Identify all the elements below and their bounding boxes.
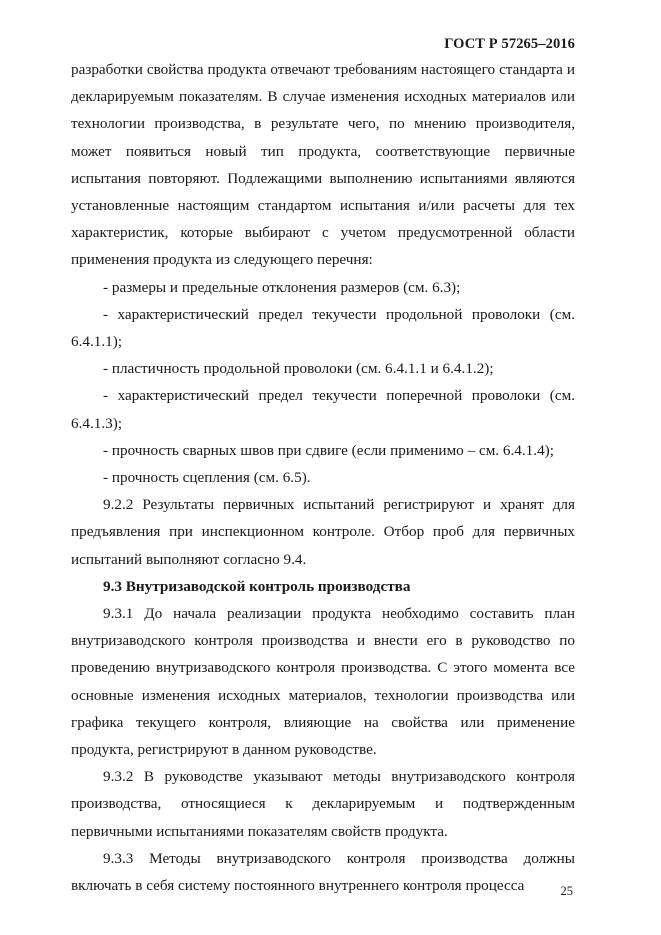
list-item-longitudinal-ductility: - пластичность продольной проволоки (см. 6.4.1.1 и 6.4.1.2); xyxy=(103,360,494,378)
document-body xyxy=(71,56,575,899)
paragraph-9-3-1: 9.3.1 До начала реализации продукта необходимо составить план внутризаводского контроля производства и внести его в руководство по проведению внутризаводского контроля производства. С этого момента все основные изменения исходных материалов, технологии производства или графика текущего контроля, влияющие на свойства или применение продукта, регистрируют в данном руководстве. xyxy=(71,605,575,759)
list-item-transverse-yield: - характеристический предел текучести поперечной проволоки (см. 6.4.1.3); xyxy=(71,387,575,432)
paragraph-9-3-3: 9.3.3 Методы внутризаводского контроля производства должны включать в себя систему постоянного внутреннего контроля процесса xyxy=(71,849,575,895)
page-number: 25 xyxy=(560,884,573,898)
list-item-longitudinal-yield: - характеристический предел текучести продольной проволоки (см. 6.4.1.1); xyxy=(71,305,575,351)
paragraph-9-3-2: 9.3.2 В руководстве указывают методы внутризаводского контроля производства, относящиеся к декларируемым и подтвержденным первичными испытаниями показателям свойств продукта. xyxy=(71,768,575,840)
list-item-weld-shear: - прочность сварных швов при сдвиге (если применимо – см. 6.4.1.4); xyxy=(103,441,554,459)
paragraph-9-2-2: 9.2.2 Результаты первичных испытаний регистрируют и хранят для предъявления при инспекционном контроле. Отбор проб для первичных испытаний выполняют согласно 9.4. xyxy=(71,496,575,568)
list-item-bond-strength: - прочность сцепления (см. 6.5). xyxy=(103,469,311,487)
section-heading-9-3: 9.3 Внутризаводской контроль производства xyxy=(103,577,411,595)
list-item-dimensions: - размеры и предельные отклонения размеров (см. 6.3); xyxy=(103,278,461,296)
paragraph-continuation: разработки свойства продукта отвечают требованиям настоящего стандарта и декларируемым показателям. В случае изменения исходных материалов или технологии производства, в результате чего, по мнению производителя, может появиться новый тип продукта, соответствующие первичные испытания повторяют. Подлежащими выполнению испытаниями являются установленные настоящим стандартом испытания и/или расчеты для тех характеристик, которые выбирают с учетом предусмотренной области применения продукта из следующего перечня: xyxy=(71,61,575,269)
standard-code-header: ГОСТ Р 57265–2016 xyxy=(444,36,575,52)
